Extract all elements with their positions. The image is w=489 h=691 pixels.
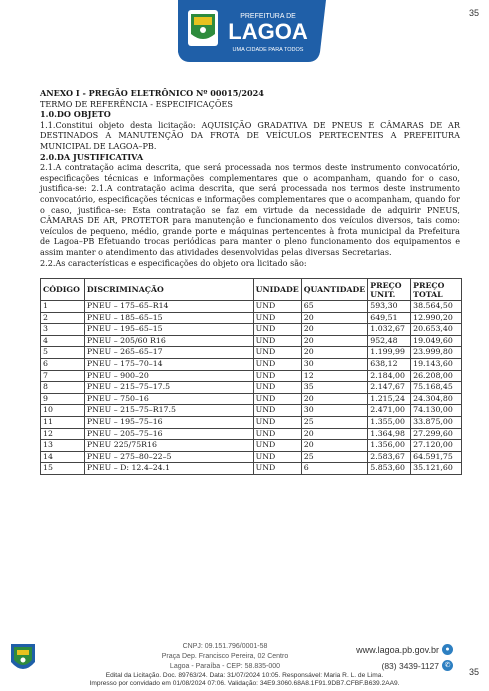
col-header-unidade: UNIDADE xyxy=(253,279,301,301)
cell-preco-unit: 638,12 xyxy=(368,359,411,371)
cell-preco-unit: 1.355,00 xyxy=(368,417,411,429)
table-row xyxy=(41,347,462,359)
cell-unidade: UND xyxy=(253,359,301,371)
cell-preco-total: 75.168,45 xyxy=(411,382,462,394)
cell-preco-total: 20.653,40 xyxy=(411,324,462,336)
cell-discriminacao: PNEU – 205/60 R16 xyxy=(84,335,253,347)
cell-preco-total: 23.999,80 xyxy=(411,347,462,359)
cell-unidade: UND xyxy=(253,301,301,313)
cell-codigo: 7 xyxy=(41,370,85,382)
table-row xyxy=(41,451,462,463)
cell-unidade: UND xyxy=(253,324,301,336)
cell-discriminacao: PNEU – 185–65–15 xyxy=(84,312,253,324)
cell-codigo: 9 xyxy=(41,393,85,405)
cell-quantidade: 20 xyxy=(301,440,368,452)
section-justificativa-text: 2.1.A contratação acima descrita, que será processada nos termos deste instrumento convocatório, especificações técnicas e informações complementares que o acompanham, quando for o caso, justifica-se: 2.1.A contratação acima descrita, que será processada nos termos deste instrumento convocatório, especificações técnicas e informações complementares que o acompanham, quando for o caso, justifica–se: Esta contratação se faz em virtude da necessidade de adquirir PNEUS, CÂMARAS DE AR, PROTETOR para manutenção e funcionamento dos veículos diversos, tais como: veículos de pequeno, médio, grande porte e máquinas pertencentes à frota municipal da Prefeitura de Lagoa–PB Efetuando trocas periódicas para manter o pleno funcionamento dos equipamentos e assim manter o atendimento das atividades desenvolvidas pelas diversas Secretarias. xyxy=(40,162,460,257)
cell-unidade: UND xyxy=(253,451,301,463)
cell-unidade: UND xyxy=(253,382,301,394)
cell-preco-total: 19.143,60 xyxy=(411,359,462,371)
table-row xyxy=(41,324,462,336)
cell-discriminacao: PNEU – 195–65–15 xyxy=(84,324,253,336)
table-row xyxy=(41,370,462,382)
section-objeto-heading: 1.0.DO OBJETO xyxy=(40,109,111,120)
annex-title: ANEXO I - PREGÃO ELETRÔNICO Nº 00015/2024 xyxy=(40,88,264,98)
footer-print-validation: Impresso por convidado em 01/08/2024 07:06. Validação: 34E9.3060.68A8.1F91.9DB7.CFBF.B639.2AA9. xyxy=(89,680,400,687)
cell-discriminacao: PNEU – 175–65–R14 xyxy=(84,301,253,313)
globe-icon: ● xyxy=(442,644,453,655)
cell-preco-total: 35.121,60 xyxy=(411,463,462,475)
logo-tagline: UMA CIDADE PARA TODOS xyxy=(232,47,304,53)
cell-preco-total: 64.591,75 xyxy=(411,451,462,463)
col-header-quantidade: QUANTIDADE xyxy=(301,279,368,301)
cell-preco-total: 38.564,50 xyxy=(411,301,462,313)
cell-unidade: UND xyxy=(253,463,301,475)
table-row xyxy=(41,463,462,475)
cell-unidade: UND xyxy=(253,335,301,347)
cell-discriminacao: PNEU 225/75R16 xyxy=(84,440,253,452)
cell-preco-unit: 2.147,67 xyxy=(368,382,411,394)
cell-discriminacao: PNEU – 175–70–14 xyxy=(84,359,253,371)
table-row xyxy=(41,335,462,347)
table-row xyxy=(41,440,462,452)
footer-address: Praça Dep. Francisco Pereira, 02 Centro xyxy=(161,653,289,660)
table-row xyxy=(41,405,462,417)
cell-quantidade: 25 xyxy=(301,417,368,429)
cell-preco-unit: 649,51 xyxy=(368,312,411,324)
footer-edital-line: Edital da Licitação. Doc. 89763/24. Data: 31/07/2024 10:05. Responsável: Maria R. L. de Lima. xyxy=(105,672,384,679)
table-row xyxy=(41,393,462,405)
cell-preco-unit: 952,48 xyxy=(368,335,411,347)
cell-unidade: UND xyxy=(253,428,301,440)
cell-discriminacao: PNEU – 275–80–22–5 xyxy=(84,451,253,463)
cell-quantidade: 35 xyxy=(301,382,368,394)
logo-name: LAGOA xyxy=(228,19,308,44)
cell-preco-total: 24.304,80 xyxy=(411,393,462,405)
table-row xyxy=(41,428,462,440)
table-row xyxy=(41,301,462,313)
cell-unidade: UND xyxy=(253,393,301,405)
cell-preco-unit: 1.356,00 xyxy=(368,440,411,452)
cell-unidade: UND xyxy=(253,347,301,359)
footer-phone xyxy=(382,660,454,671)
cell-preco-unit: 5.853,60 xyxy=(368,463,411,475)
phone-icon: ✆ xyxy=(442,660,453,671)
cell-preco-total: 33.875,00 xyxy=(411,417,462,429)
table-row xyxy=(41,312,462,324)
col-header-preco-unit: PREÇO UNIT. xyxy=(368,279,411,301)
cell-discriminacao: PNEU – 900–20 xyxy=(84,370,253,382)
cell-codigo: 12 xyxy=(41,428,85,440)
cell-quantidade: 30 xyxy=(301,359,368,371)
section-justificativa-heading: 2.0.DA JUSTIFICATIVA xyxy=(40,151,144,162)
cell-preco-unit: 1.032,67 xyxy=(368,324,411,336)
section-objeto-text: 1.1.Constitui objeto desta licitação: AQUISIÇÃO GRADATIVA DE PNEUS E CÂMARAS DE AR DESTINADOS A MANUTENÇÃO DA FROTA DE VEÍCULOS PERTECENTES A PREFEITURA MUNICIPAL DE LAGOA–PB. xyxy=(40,119,460,151)
cell-codigo: 13 xyxy=(41,440,85,452)
cell-codigo: 6 xyxy=(41,359,85,371)
cell-preco-unit: 2.471,00 xyxy=(368,405,411,417)
footer-address-block xyxy=(110,642,340,672)
cell-codigo: 11 xyxy=(41,417,85,429)
cell-codigo: 2 xyxy=(41,312,85,324)
page-number-bottom: 35 xyxy=(468,667,479,677)
cell-codigo: 14 xyxy=(41,451,85,463)
items-table xyxy=(40,278,462,475)
document-body xyxy=(40,88,460,475)
cell-preco-unit: 2.583,67 xyxy=(368,451,411,463)
cell-preco-unit: 2.184,00 xyxy=(368,370,411,382)
table-header-row xyxy=(41,279,462,301)
section-2-2-text: 2.2.As características e especificações do objeto ora licitado são: xyxy=(40,257,307,268)
cell-codigo: 3 xyxy=(41,324,85,336)
col-header-preco-total: PREÇO TOTAL xyxy=(411,279,462,301)
cell-discriminacao: PNEU – 205–75–16 xyxy=(84,428,253,440)
cell-quantidade: 20 xyxy=(301,428,368,440)
cell-preco-total: 27.120,00 xyxy=(411,440,462,452)
cell-unidade: UND xyxy=(253,370,301,382)
table-row xyxy=(41,382,462,394)
cell-discriminacao: PNEU – 215–75–17.5 xyxy=(84,382,253,394)
footer-phone-text: (83) 3439-1127 xyxy=(381,660,439,671)
document-subtitle: TERMO DE REFERÊNCIA - ESPECIFICAÇÕES xyxy=(40,98,233,109)
cell-unidade: UND xyxy=(253,405,301,417)
table-row xyxy=(41,417,462,429)
cell-quantidade: 20 xyxy=(301,324,368,336)
cell-preco-unit: 1.364,98 xyxy=(368,428,411,440)
cell-codigo: 4 xyxy=(41,335,85,347)
cell-discriminacao: PNEU – 195–75–16 xyxy=(84,417,253,429)
col-header-discriminacao: DISCRIMINAÇÃO xyxy=(84,279,253,301)
cell-preco-unit: 1.215,24 xyxy=(368,393,411,405)
cell-quantidade: 65 xyxy=(301,301,368,313)
cell-preco-total: 27.299,60 xyxy=(411,428,462,440)
cell-preco-unit: 1.199,99 xyxy=(368,347,411,359)
cell-codigo: 5 xyxy=(41,347,85,359)
cell-discriminacao: PNEU – 265–65–17 xyxy=(84,347,253,359)
page-footer xyxy=(0,620,489,691)
footer-website-text[interactable]: www.lagoa.pb.gov.br xyxy=(356,644,439,655)
cell-unidade: UND xyxy=(253,417,301,429)
cell-codigo: 8 xyxy=(41,382,85,394)
city-hall-logo xyxy=(150,0,350,68)
cell-quantidade: 6 xyxy=(301,463,368,475)
cell-discriminacao: PNEU – D: 12.4–24.1 xyxy=(84,463,253,475)
cell-quantidade: 12 xyxy=(301,370,368,382)
cell-discriminacao: PNEU – 215–75–R17.5 xyxy=(84,405,253,417)
cell-quantidade: 20 xyxy=(301,347,368,359)
cell-quantidade: 20 xyxy=(301,335,368,347)
cell-preco-total: 12.990,20 xyxy=(411,312,462,324)
cell-quantidade: 30 xyxy=(301,405,368,417)
cell-preco-total: 26.208,00 xyxy=(411,370,462,382)
cell-preco-total: 19.049,60 xyxy=(411,335,462,347)
page-number-top: 35 xyxy=(468,8,479,18)
footer-city: Lagoa - Paraíba - CEP: 58.835-000 xyxy=(169,663,281,670)
logo-top-text: PREFEITURA DE xyxy=(240,13,296,20)
cell-preco-total: 74.130,00 xyxy=(411,405,462,417)
cell-preco-unit: 593,30 xyxy=(368,301,411,313)
cell-quantidade: 25 xyxy=(301,451,368,463)
footer-cnpj: CNPJ: 09.151.796/0001-58 xyxy=(182,643,268,650)
cell-codigo: 10 xyxy=(41,405,85,417)
cell-discriminacao: PNEU – 750–16 xyxy=(84,393,253,405)
col-header-codigo: CÓDIGO xyxy=(41,279,85,301)
cell-codigo: 1 xyxy=(41,301,85,313)
cell-codigo: 15 xyxy=(41,463,85,475)
cell-quantidade: 20 xyxy=(301,393,368,405)
footer-website[interactable] xyxy=(356,644,453,655)
cell-unidade: UND xyxy=(253,440,301,452)
cell-quantidade: 20 xyxy=(301,312,368,324)
table-body xyxy=(41,301,462,475)
table-row xyxy=(41,359,462,371)
cell-unidade: UND xyxy=(253,312,301,324)
